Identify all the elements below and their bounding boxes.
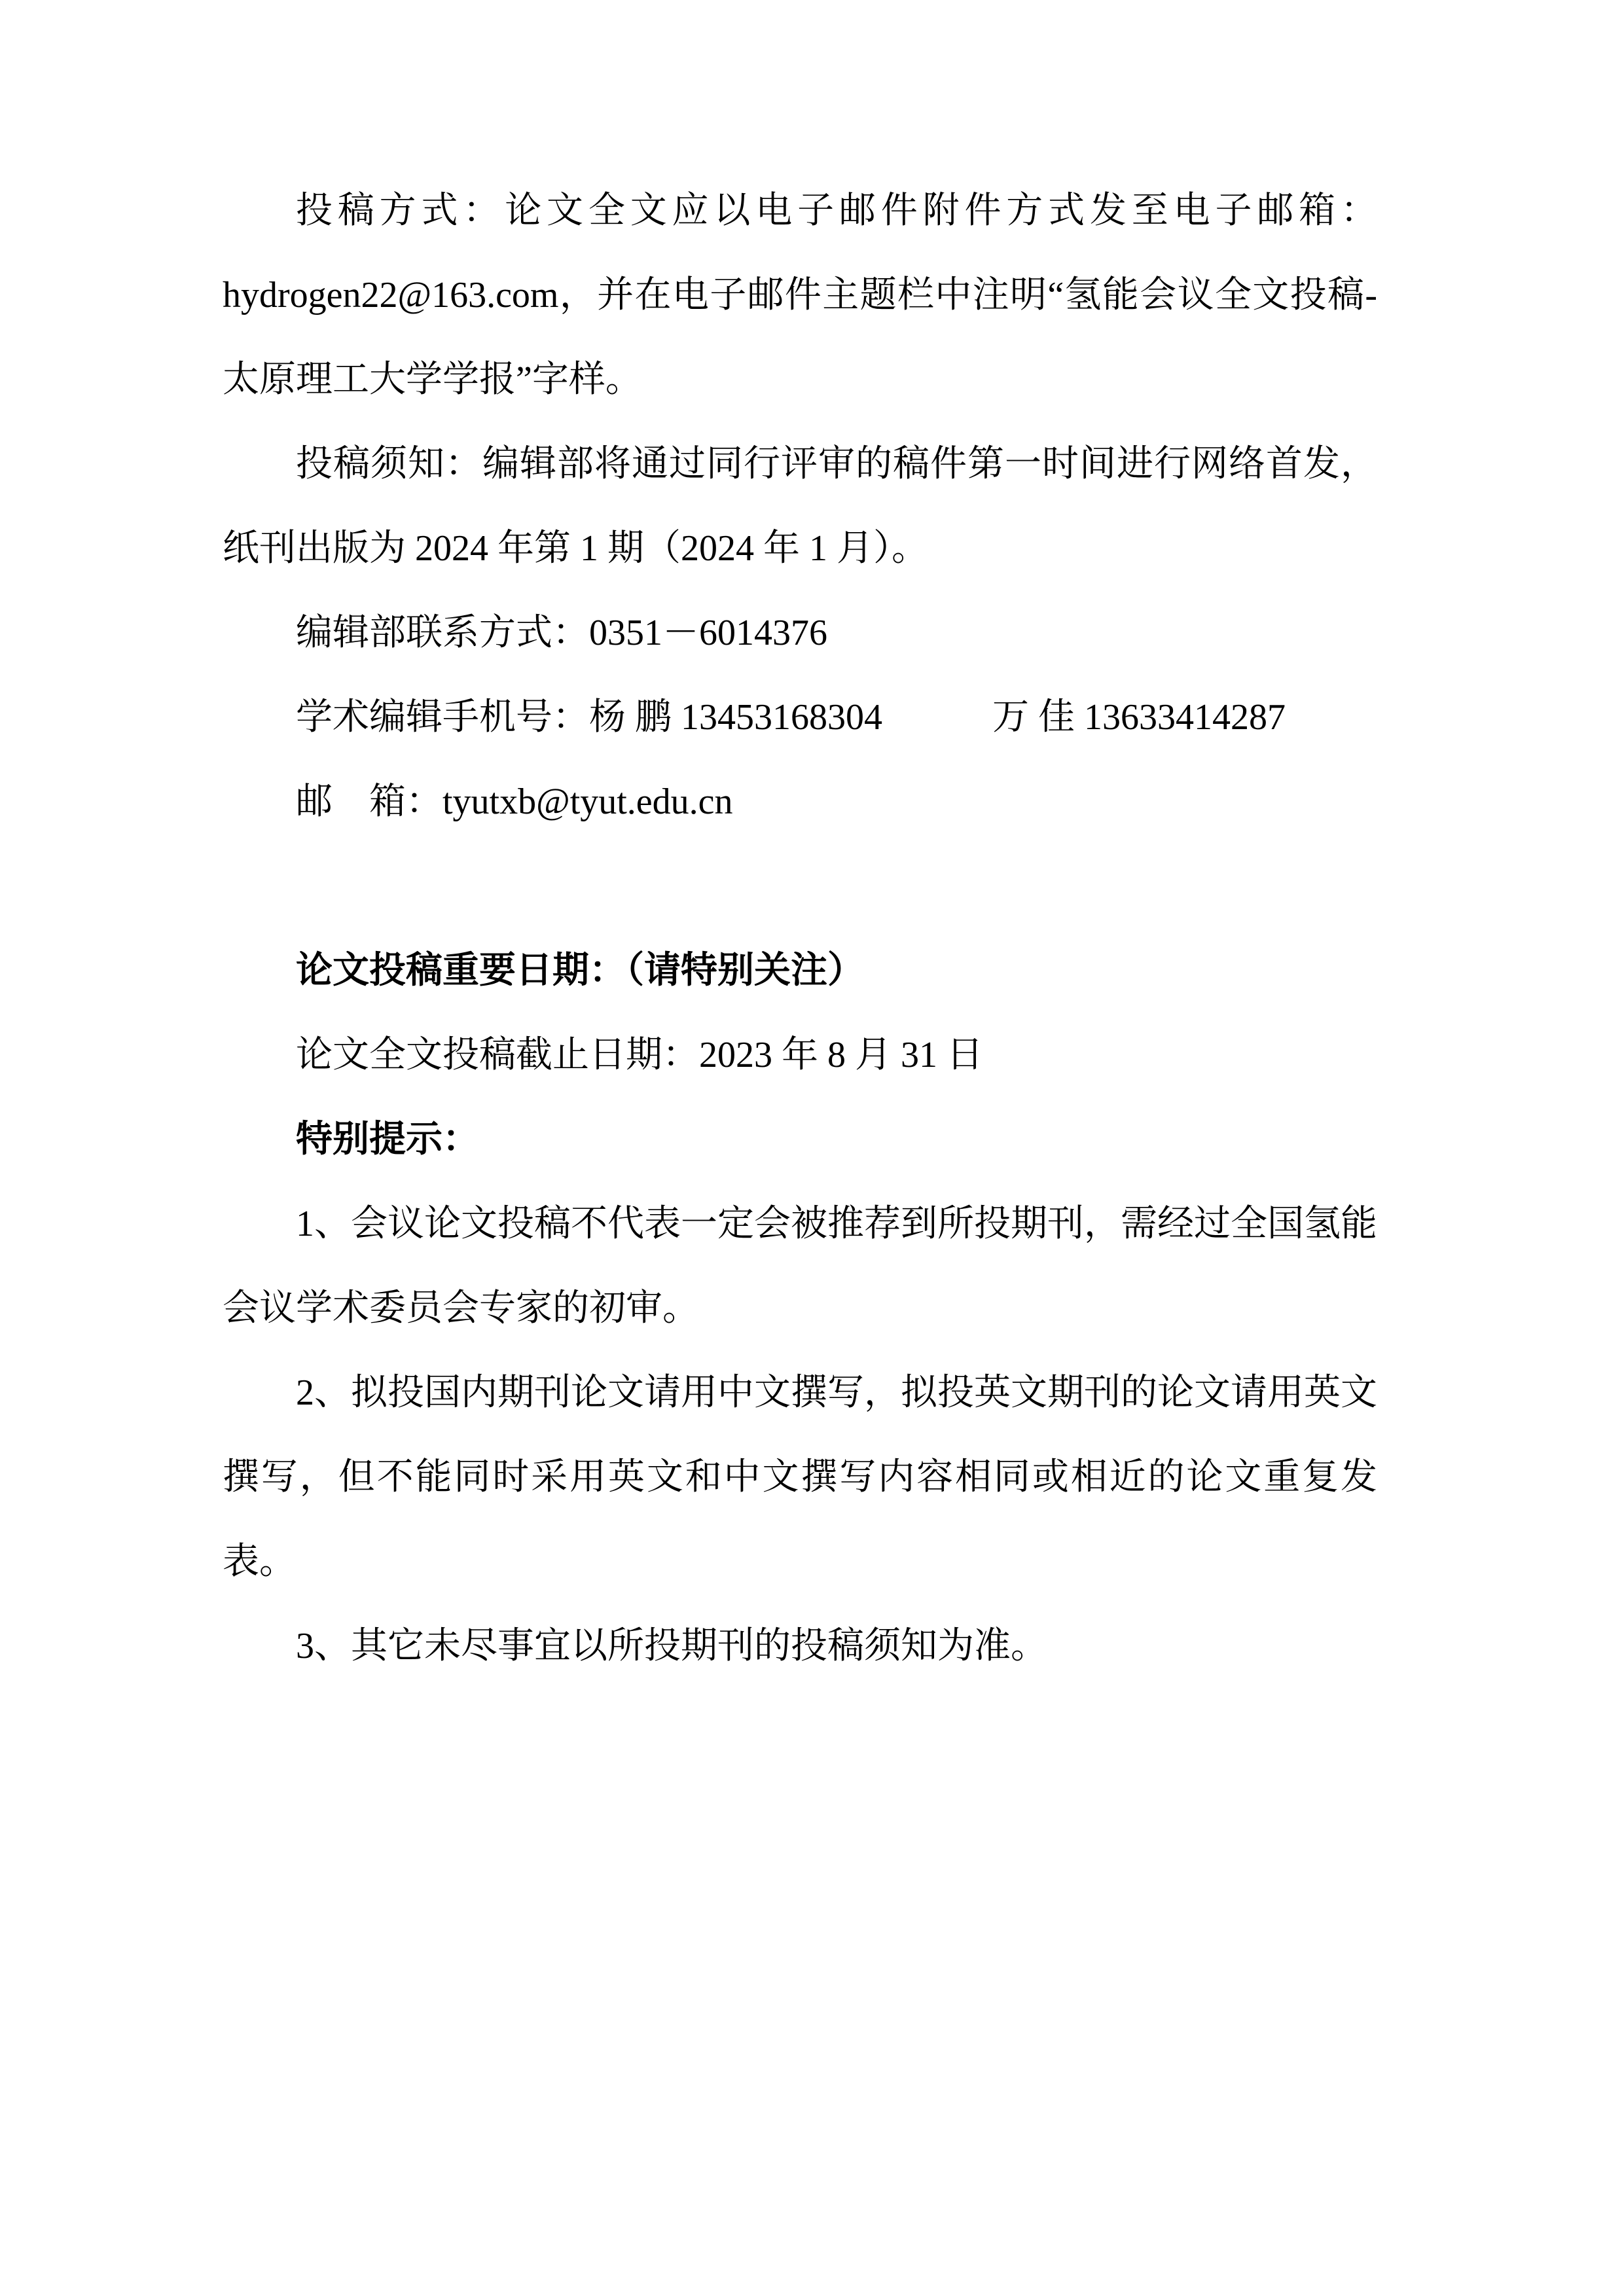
para-note-3: 3、其它未尽事宜以所投期刊的投稿须知为准。 (296, 1626, 1047, 1666)
document-content (223, 169, 1377, 1689)
para-fulltext-deadline: 论文全文投稿截止日期：2023 年 8 月 31 日 (296, 1035, 983, 1075)
para-academic-editor-mobile: 学术编辑手机号：杨 鹏 13453168304 万 佳 13633414287 (296, 697, 1286, 738)
heading-special-notes: 特别提示： (296, 1119, 479, 1160)
para-email: 邮 箱：tyutxb@tyut.edu.cn (296, 781, 733, 822)
para-note-2: 2、拟投国内期刊论文请用中文撰写，拟投英文期刊的论文请用英文撰写，但不能同时采用英文和中文撰写内容相同或相近的论文重复发表。 (223, 1372, 1377, 1582)
heading-important-dates: 论文投稿重要日期：（请特别关注） (296, 950, 864, 991)
para-submission-method: 投稿方式：论文全文应以电子邮件附件方式发至电子邮箱：hydrogen22@163.com，并在电子邮件主题栏中注明“氢能会议全文投稿-太原理工大学学报”字样。 (223, 190, 1377, 400)
para-editorial-office-phone: 编辑部联系方式：0351－6014376 (296, 613, 827, 653)
para-note-1: 1、会议论文投稿不代表一定会被推荐到所投期刊，需经过全国氢能会议学术委员会专家的初审。 (223, 1204, 1377, 1329)
para-submission-notice: 投稿须知：编辑部将通过同行评审的稿件第一时间进行网络首发，纸刊出版为 2024 年第 1 期（2024 年 1 月）。 (223, 444, 1377, 569)
